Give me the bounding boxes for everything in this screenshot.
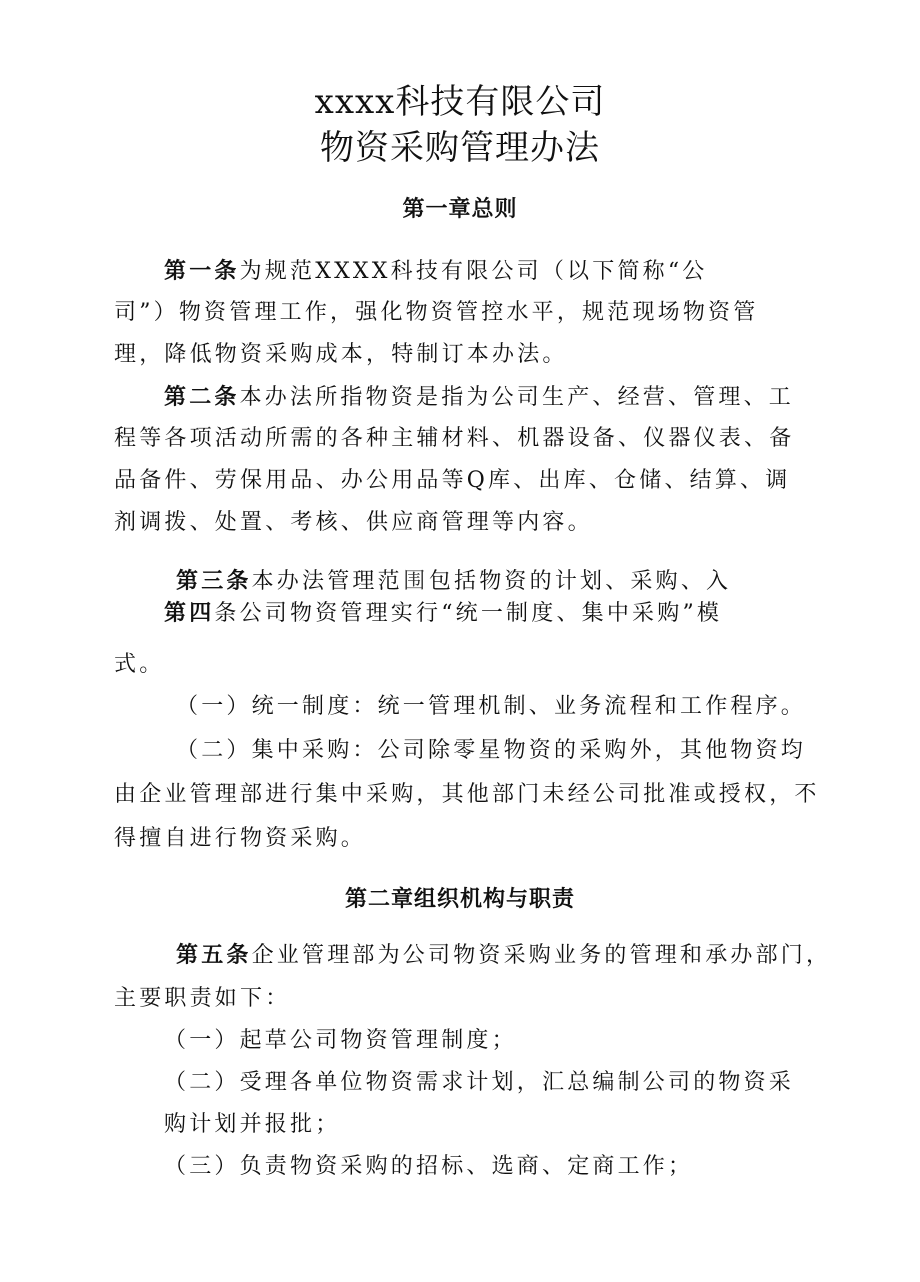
article-4-label: 第四 <box>164 600 215 626</box>
article-2-line-3: 品备件、劳保用品、办公用品等Q库、出库、仓储、结算、调 <box>114 468 791 493</box>
article-5-label: 第五条 <box>176 942 252 968</box>
article-2-line-1 <box>164 382 794 413</box>
article-4-line-2: 式。 <box>114 652 165 677</box>
article-4-item-2-line-3: 得擅自进行物资采购。 <box>114 826 367 851</box>
article-4-line-1 <box>164 598 722 629</box>
chapter-2-heading: 第二章组织机构与职责 <box>344 886 575 912</box>
article-3-scan-mark: 围 <box>403 569 429 594</box>
article-4-item-2-line-2: 由企业管理部进行集中采购，其他部门未经公司批准或授权，不 <box>114 782 820 807</box>
article-2-line-2: 程等各项活动所需的各种主辅材料、机器设备、仪器仪表、备 <box>114 426 795 451</box>
article-4-item-1: （一）统一制度：统一管理机制、业务流程和工作程序。 <box>176 694 807 719</box>
article-3-line-1 <box>176 566 731 597</box>
article-5-line-2: 主要职责如下： <box>114 986 291 1011</box>
article-1-line-3: 理，降低物资采购成本，特制订本办法。 <box>114 342 568 367</box>
article-1-line-2: 司”）物资管理工作，强化物资管控水平，规范现场物资管 <box>114 300 759 325</box>
article-1-line-1 <box>164 256 708 287</box>
article-5-line-1 <box>176 940 831 971</box>
article-4-text: 条公司物资管理实行“统一制度、集中采购”模 <box>214 601 723 626</box>
article-5-item-2-line-1: （二）受理各单位物资需求计划，汇总编制公司的物资采 <box>164 1070 795 1095</box>
company-title: xxxx科技有限公司 <box>314 82 606 122</box>
article-4-item-2-line-1: （二）集中采购：公司除零星物资的采购外，其他物资均 <box>176 738 807 763</box>
article-3-label: 第三条 <box>176 568 252 594</box>
document-title: 物资采购管理办法 <box>320 128 600 168</box>
article-1-label: 第一条 <box>164 258 240 284</box>
article-2-label: 第二条 <box>164 384 240 410</box>
article-2-text: 本办法所指物资是指为公司生产、经营、管理、工 <box>239 385 795 410</box>
article-3-text-b: 包括物资的计划、采购、入 <box>428 569 732 594</box>
article-5-item-2-line-2: 购计划并报批； <box>164 1112 341 1137</box>
article-5-item-3: （三）负责物资采购的招标、选商、定商工作； <box>164 1154 694 1179</box>
article-3-text-a: 本办法管理范 <box>251 569 403 594</box>
article-2-line-4: 剂调拨、处置、考核、供应商管理等内容。 <box>114 510 593 535</box>
article-5-item-1: （一）起草公司物资管理制度； <box>164 1028 517 1053</box>
article-5-text: 企业管理部为公司物资采购业务的管理和承办部门， <box>251 943 832 968</box>
article-1-text: 为规范XXXX科技有限公司（以下简称“公 <box>239 259 708 284</box>
chapter-1-heading: 第一章总则 <box>402 196 518 222</box>
